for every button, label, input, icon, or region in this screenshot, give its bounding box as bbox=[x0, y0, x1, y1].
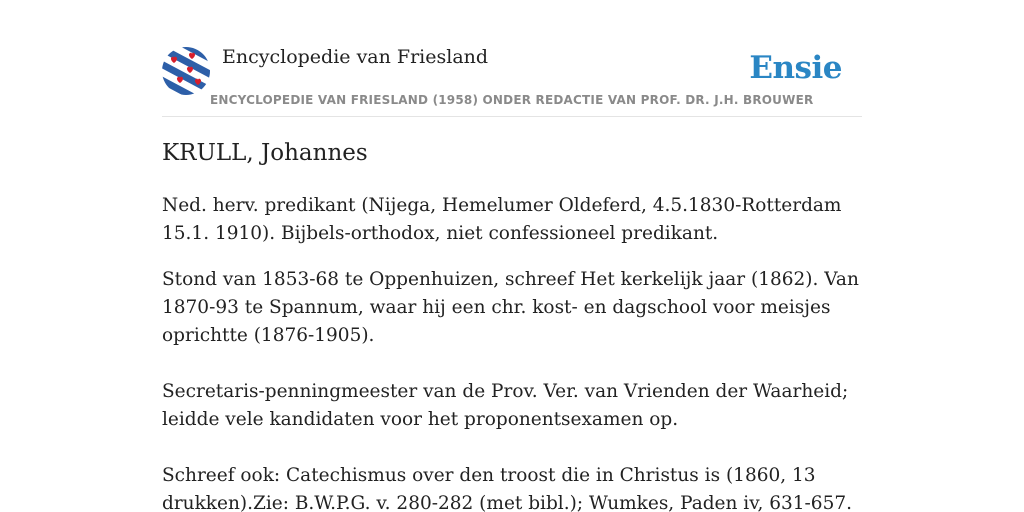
ensie-logo[interactable]: Ensie bbox=[749, 50, 842, 86]
article-body bbox=[162, 192, 862, 512]
page bbox=[162, 0, 862, 512]
site-header bbox=[162, 0, 862, 117]
article-paragraph: Schreef ook: Catechismus over den troost die in Christus is (1860, 13 drukken).Zie: B.W.P.G. v. 280-282 (met bibl.); Wumkes, Paden iv, 631-657. bbox=[162, 465, 852, 512]
site-name[interactable]: Encyclopedie van Friesland bbox=[222, 46, 489, 68]
article-paragraph: Stond van 1853-68 te Oppenhuizen, schreef Het kerkelijk jaar (1862). Van 1870-93 te Spannum, waar hij een chr. kost- en dagschool voor meisjes oprichtte (1876-1905). bbox=[162, 269, 859, 346]
article-paragraph: Ned. herv. predikant (Nijega, Hemelumer Oldeferd, 4.5.1830-Rotterdam 15.1. 1910). Bijbels-orthodox, niet confessioneel predikant. bbox=[162, 195, 842, 244]
site-subtitle: ENCYCLOPEDIE VAN FRIESLAND (1958) ONDER REDACTIE VAN PROF. DR. J.H. BROUWER bbox=[210, 93, 814, 107]
article-paragraph: Secretaris-penningmeester van de Prov. Ver. van Vrienden der Waarheid; leidde vele kandidaten voor het proponentsexamen op. bbox=[162, 381, 849, 430]
frisian-flag-icon[interactable] bbox=[162, 47, 210, 95]
article-title: KRULL, Johannes bbox=[162, 140, 368, 166]
